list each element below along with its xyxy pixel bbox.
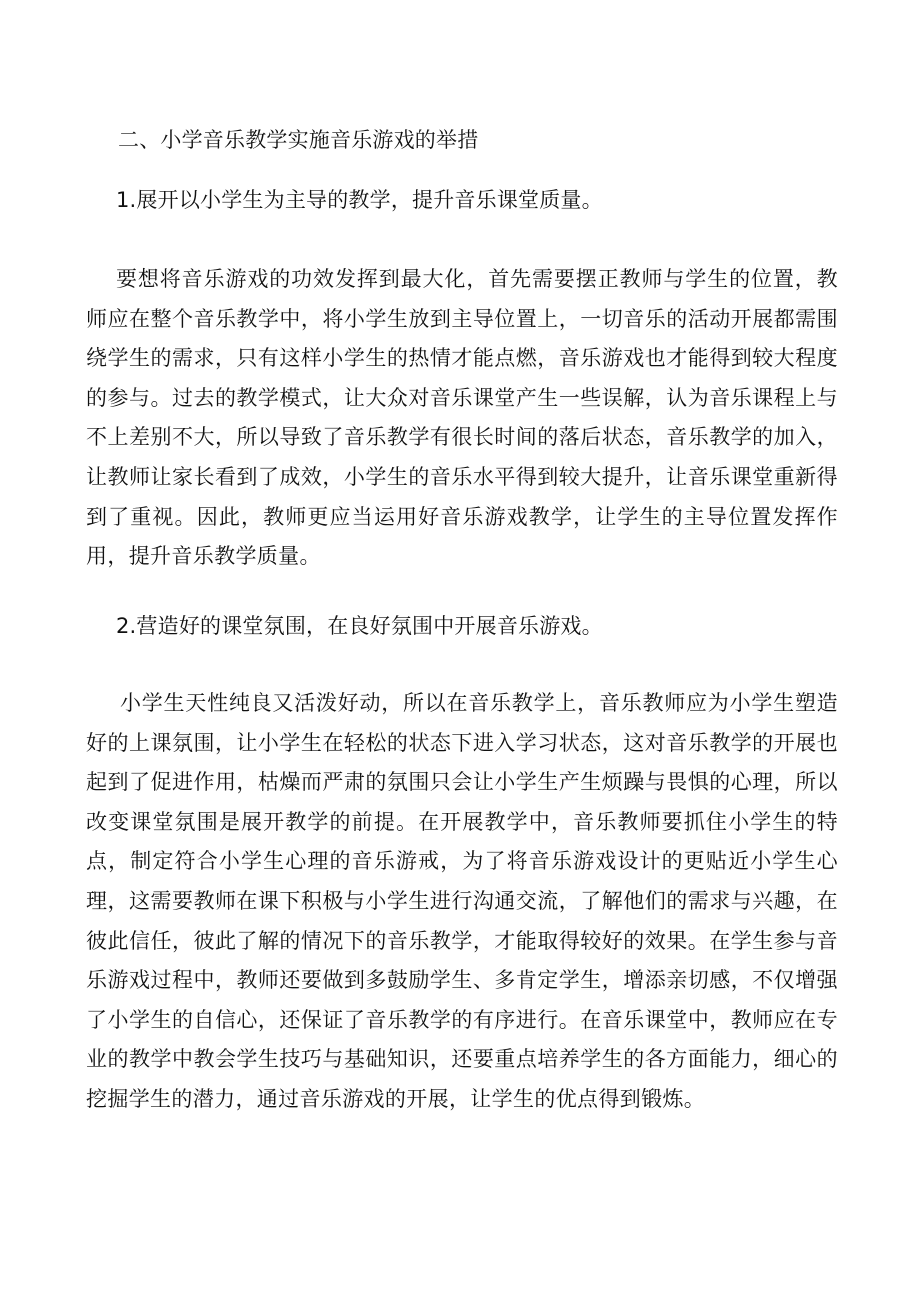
body-paragraph-1: 要想将音乐游戏的功效发挥到最大化，首先需要摆正教师与学生的位置，教师应在整个音乐教学中，将小学生放到主导位置上，一切音乐的活动开展都需围绕学生的需求，只有这样小学生的热情才能点燃，音乐游戏也才能得到较大程度的参与。过去的教学模式，让大众对音乐课堂产生一些误解，认为音乐课程上与不上差别不大，所以导致了音乐教学有很长时间的落后状态，音乐教学的加入，让教师让家长看到了成效，小学生的音乐水平得到较大提升，让音乐课堂重新得到了重视。因此，教师更应当运用好音乐游戏教学，让学生的主导位置发挥作用，提升音乐教学质量。 xyxy=(86,267,838,569)
body-paragraph-2: 小学生天性纯良又活泼好动，所以在音乐教学上，音乐教师应为小学生塑造好的上课氛围，让小学生在轻松的状态下进入学习状态，这对音乐教学的开展也起到了促进作用，枯燥而严肃的氛围只会让小学生产生烦躁与畏惧的心理，所以改变课堂氛围是展开教学的前提。在开展教学中，音乐教师要抓住小学生的特点，制定符合小学生心理的音乐游戒，为了将音乐游戏设计的更贴近小学生心理，这需要教师在课下积极与小学生进行沟通交流，了解他们的需求与兴趣，在彼此信任，彼此了解的情况下的音乐教学，才能取得较好的效果。在学生参与音乐游戏过程中，教师还要做到多鼓励学生、多肯定学生，增添亲切感，不仅增强了小学生的自信心，还保证了音乐教学的有序进行。在音乐课堂中，教师应在专业的教学中教会学生技巧与基础知识，还要重点培养学生的各方面能力，细心的挖掘学生的潜力，通过音乐游戏的开展，让学生的优点得到锻炼。 xyxy=(86,691,838,1111)
section-heading: 二、小学音乐教学实施音乐游戏的举措 xyxy=(118,128,479,152)
subsection-heading-2: 2.营造好的课堂氛围，在良好氛围中开展音乐游戏。 xyxy=(116,614,603,638)
subsection-heading-1: 1.展开以小学生为主导的教学，提升音乐课堂质量。 xyxy=(116,188,603,212)
